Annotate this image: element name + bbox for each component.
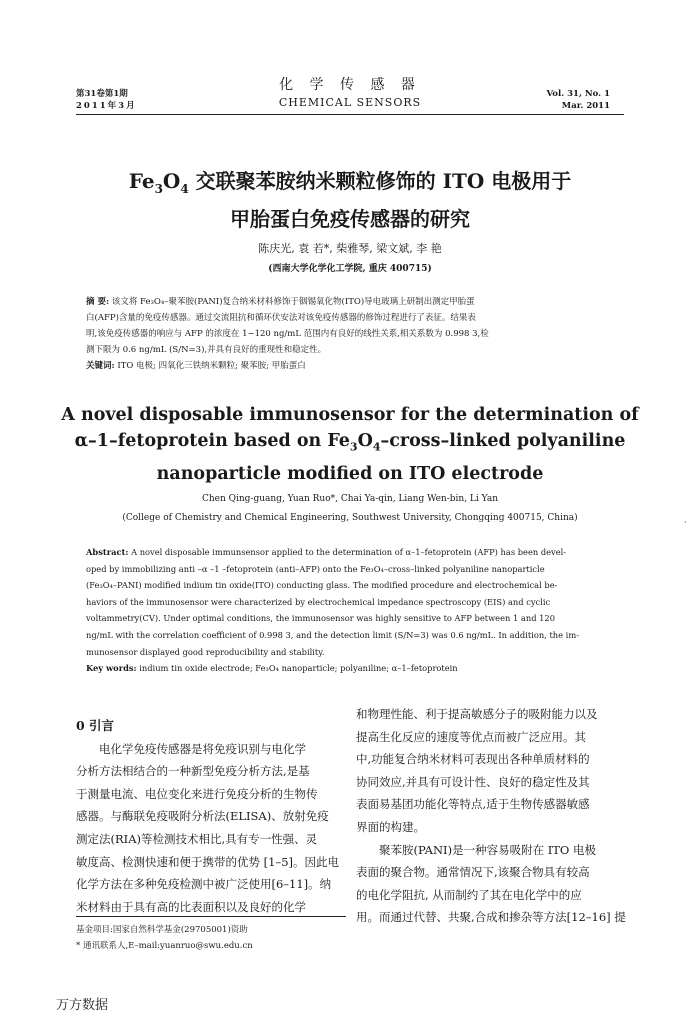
keywords-cn-label: 关键词: — [86, 361, 115, 371]
section-heading-introduction: 0 引言 — [76, 718, 115, 733]
abstract-cn: 摘 要: 该文将 Fe₃O₄–聚苯胺(PANI)复合纳米材料修饰于铟锡氧化物(ITO)导电玻璃上研制出测定甲胎蛋 白(AFP)含量的免疫传感器。通过交流阻抗和循环伏安法对该免疫传感器的修饰过程进行了表征。结果表 明,该免疫传感器的响应与 AFP 的浓度在 1~120 ng/mL 范围内有良好的线性关系,相关系数为 0.998 3,检 测下限为 0.6 ng/mL (S/N=3),并具有良好的重现性和稳定性。 关键词: ITO 电极; 四氧化三铁纳米颗粒; 聚苯胺; 甲胎蛋白 — [86, 294, 616, 374]
keywords-en-label: Key words: — [86, 663, 137, 674]
paper-title-en: A novel disposable immunosensor for the determination of α–1–fetoprotein based on $Fe_3O_4-cross$–linked polyaniline nanoparticle modified on ITO electrode — [61, 405, 639, 484]
issue-date-cn: 2011年3月 — [76, 101, 137, 111]
header-rule — [76, 114, 624, 115]
journal-title-cn: 化 学 传 感 器 — [279, 77, 421, 93]
issue-volume-en: Vol. 31, No. 1 — [546, 89, 610, 99]
intro-paragraph-1: 电化学免疫传感器是将免疫识别与电化学 分析方法相结合的一种新型免疫分析方法,是基 于测量电流、电位变化来进行免疫分析的生物传 感器。与酶联免疫吸附分析法(ELISA)、放射免疫 测定法(RIA)等检测技术相比,具有专一性强、灵 敏度高、检测快速和便于携带的优势 [1–5]。因此电 化学方法在多种免疫检测中被广泛使用[6–11]。纳 米材料由于具有高的比表面积以及良好的化学 — [76, 741, 340, 914]
journal-title-en: CHEMICAL SENSORS — [278, 96, 422, 109]
issue-info-en — [546, 88, 610, 112]
paper-title-cn — [0, 166, 700, 234]
affiliation-en: (College of Chemistry and Chemical Engineering, Southwest University, Chongqing 400715, China) — [122, 513, 578, 523]
issue-volume-cn: 第31卷第1期 — [76, 89, 128, 99]
footnote-fund: 基金项目:国家自然科学基金(29705001)资助 — [76, 925, 248, 935]
footnote-contact: * 通讯联系人,E–mail:yuanruo@swu.edu.cn — [76, 941, 253, 951]
abstract-en-label: Abstract: — [86, 547, 129, 557]
intro-paragraph-1-cont: 和物理性能、利于提高敏感分子的吸附能力以及 提高生化反应的速度等优点而被广泛应用。其 中,功能复合纳米材料可表现出各种单质材料的 协同效应,并具有可设计性、良好的稳定性及其 表面易基团功能化等特点,适于生物传感器敏感 界面的构建。 — [356, 707, 598, 834]
abstract-en: Abstract: A novel disposable immunsensor applied to the determination of α–1–fetoprotein (AFP) has been devel- oped by immobilizing anti –α –1 –fetoprotein (anti–AFP) onto the Fe₃O₄–cross–linked polyaniline nanoparticle (Fe₃O₄–PANI) modified indium tin oxide(ITO) conducting glass. The modified procedure and electrochemical be- haviors of the immunosensor were characterized by electrochemical impedance spectroscopy (EIS) and cyclic voltammetry(CV). Under optimal conditions, the immunosensor was highly sensitive to AFP between 1 and 120 ng/mL with the correlation coefficient of 0.998 3, and the detection limit (S/N=3) was 0.6 ng/mL. In addition, the im- munosensor displayed good reproducibility and stability. Key words: indium tin oxide electrode; Fe₃O₄ nanoparticle; polyaniline; α–1–fetoprotein — [86, 544, 616, 677]
issue-date-en: Mar. 2011 — [561, 101, 610, 111]
watermark: 万方数据 — [56, 998, 109, 1013]
paper-title-cn-line1: $Fe_3O_4$ 交联聚苯胺纳米颗粒修饰的 ITO 电极用于 — [128, 169, 572, 196]
abstract-cn-label: 摘 要: — [86, 297, 110, 307]
affiliation-cn: (西南大学化学化工学院, 重庆 400715) — [268, 264, 432, 274]
body-left-column — [76, 715, 346, 918]
footnote-rule — [76, 916, 346, 917]
intro-paragraph-2: 聚苯胺(PANI)是一种容易吸附在 ITO 电极 表面的聚合物。通常情况下,该聚合物具有较高 的电化学阻抗, 从而制约了其在电化学中的应 用。而通过代替、共聚,合成和掺杂等方法[12–16] 提 — [356, 842, 626, 925]
paper-title-cn-line2: 甲胎蛋白免疫传感器的研究 — [230, 207, 470, 231]
keywords-cn: 关键词: ITO 电极; 四氧化三铁纳米颗粒; 聚苯胺; 甲胎蛋白 — [86, 361, 306, 371]
authors-en: Chen Qing-guang, Yuan Ruo*, Chai Ya-qin, Liang Wen-bin, Li Yan — [201, 494, 499, 504]
authors-cn: 陈庆光, 袁 若*, 柴雅琴, 梁文斌, 李 艳 — [258, 242, 442, 255]
margin-dot: · — [684, 518, 687, 527]
keywords-en: Key words: indium tin oxide electrode; Fe₃O₄ nanoparticle; polyaniline; α–1–fetoprotein — [86, 663, 458, 674]
body-right-column — [356, 703, 626, 929]
